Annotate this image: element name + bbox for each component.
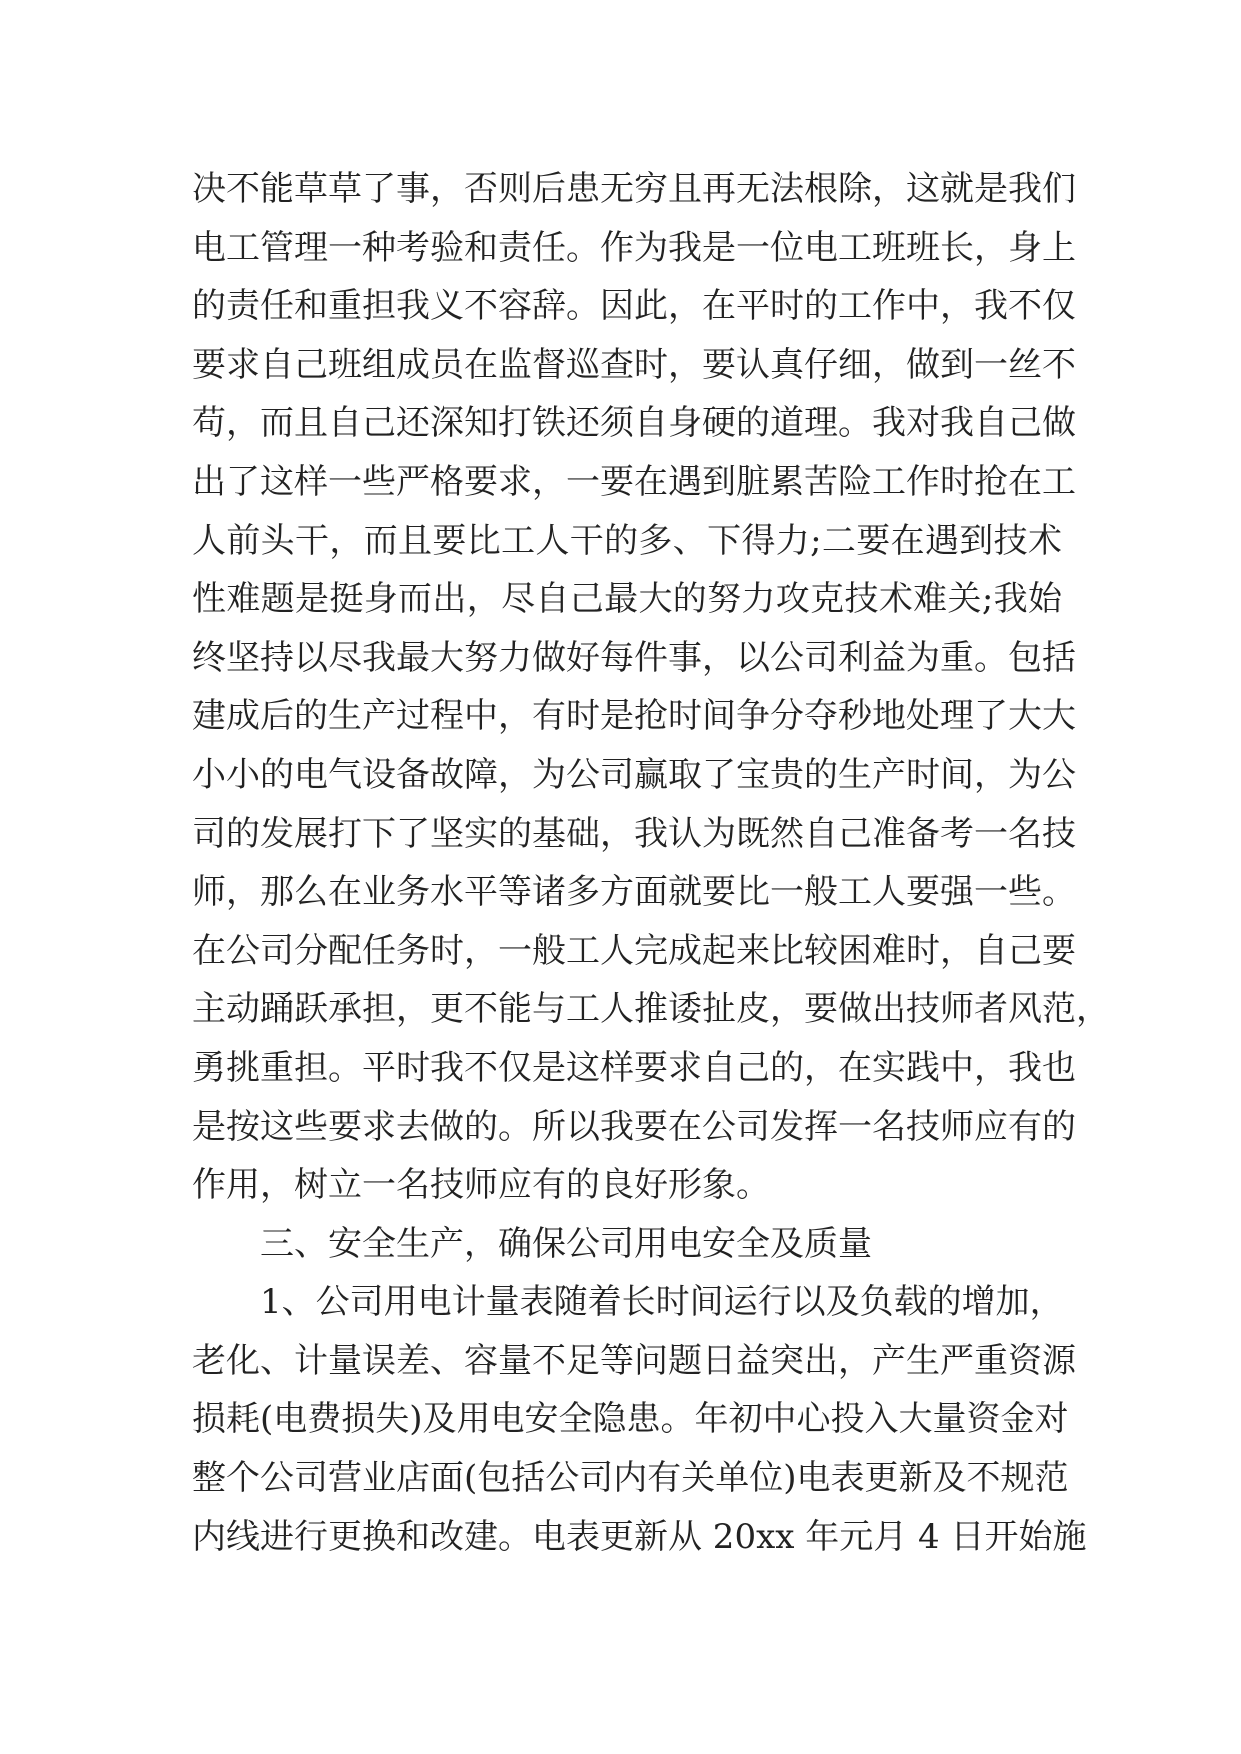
section-heading: 三、安全生产，确保公司用电安全及质量 xyxy=(260,1223,872,1264)
text-line: 勇挑重担。平时我不仅是这样要求自己的，在实践中，我也 xyxy=(192,1047,1076,1088)
text-line: 人前头干，而且要比工人干的多、下得力;二要在遇到技术 xyxy=(192,520,1062,561)
text-line: 损耗(电费损失)及用电安全隐患。年初中心投入大量资金对 xyxy=(192,1399,1069,1440)
text-line: 的责任和重担我义不容辞。因此，在平时的工作中，我不仅 xyxy=(192,286,1076,327)
text-line: 1、公司用电计量表随着长时间运行以及负载的增加， xyxy=(260,1282,1064,1323)
text-line: 作用，树立一名技师应有的良好形象。 xyxy=(192,1165,770,1206)
text-line: 内线进行更换和改建。电表更新从 20xx 年元月 4 日开始施 xyxy=(192,1516,1087,1557)
text-line: 整个公司营业店面(包括公司内有关单位)电表更新及不规范 xyxy=(192,1458,1069,1499)
text-line: 司的发展打下了坚实的基础，我认为既然自己准备考一名技 xyxy=(192,813,1076,854)
text-line: 要求自己班组成员在监督巡查时，要认真仔细，做到一丝不 xyxy=(192,344,1076,385)
text-line: 师，那么在业务水平等诸多方面就要比一般工人要强一些。 xyxy=(192,872,1076,913)
text-line: 是按这些要求去做的。所以我要在公司发挥一名技师应有的 xyxy=(192,1106,1076,1147)
text-line: 小小的电气设备故障，为公司赢取了宝贵的生产时间，为公 xyxy=(192,754,1076,795)
text-line: 老化、计量误差、容量不足等问题日益突出，产生严重资源 xyxy=(192,1340,1076,1381)
body-text xyxy=(192,160,1110,1566)
text-line: 主动踊跃承担，更不能与工人推诿扯皮，要做出技师者风范， xyxy=(192,989,1110,1030)
text-line: 性难题是挺身而出，尽自己最大的努力攻克技术难关;我始 xyxy=(192,579,1063,620)
text-line: 电工管理一种考验和责任。作为我是一位电工班班长，身上 xyxy=(192,227,1076,268)
text-line: 决不能草草了事，否则后患无穷且再无法根除，这就是我们 xyxy=(192,169,1076,209)
text-line: 苟，而且自己还深知打铁还须自身硬的道理。我对我自己做 xyxy=(192,403,1076,444)
text-line: 终坚持以尽我最大努力做好每件事，以公司利益为重。包括 xyxy=(192,637,1076,678)
text-line: 在公司分配任务时，一般工人完成起来比较困难时，自己要 xyxy=(192,930,1076,971)
text-line: 建成后的生产过程中，有时是抢时间争分夺秒地处理了大大 xyxy=(192,696,1076,737)
text-line: 出了这样一些严格要求，一要在遇到脏累苦险工作时抢在工 xyxy=(192,461,1076,502)
